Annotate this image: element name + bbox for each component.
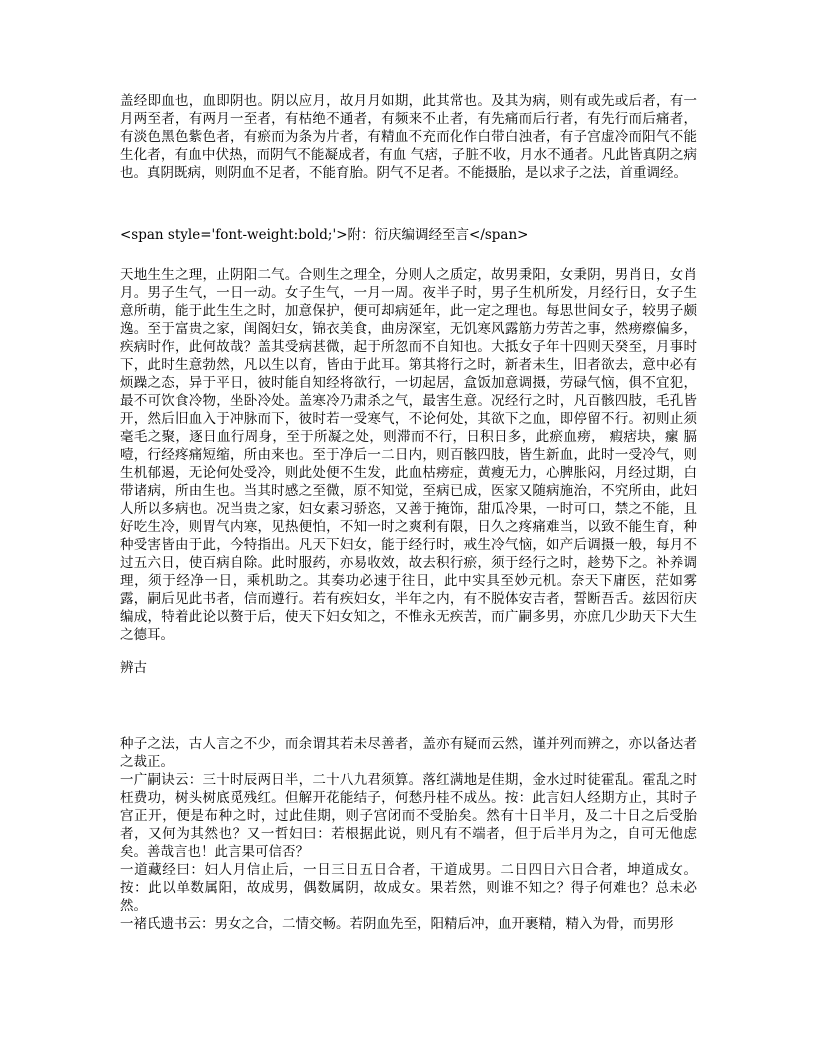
paragraph-jing-intro: 盖经即血也，血即阴也。阴以应月，故月月如期，此其常也。及其为病，则有或先或后者，有一月两至者，有两月一至者，有枯绝不通者，有频来不止者，有先痛而后行者，有先行而后痛者，有淡色黑色紫色者，有瘀而为条为片者，有精血不充而化作白带白浊者，有子宫虚冷而阳气不能生化者，有血中伏热，而阴气不能凝成者，有血 气痞，子脏不收，月水不通者。凡此皆真阴之病也。真阴既病，则阴血不足者，不能育胎。阴气不足者。不能摄胎，是以求子之法，首重调经。 bbox=[120, 93, 697, 181]
list-item-guangsi-jue: 一广嗣诀云：三十时辰两日半，二十八九君须算。落红满地是佳期，金水过时徒霍乱。霍乱之时枉费功，树头树底觅残红。但解开花能结子，何愁丹桂不成丛。按：此言妇人经期方止，其时子宫正开，便是布种之时，过此佳期，则子宫闭而不受胎矣。然有十日半月，及二十日之后受胎者，又何为其然也？又一哲妇曰：若根据此说，则凡有不端者，但于后半月为之，自可无他虑矣。善哉言也！此言果可信否？ bbox=[120, 772, 697, 860]
list-item-daozang-jing: 一道藏经曰：妇人月信止后，一日三日五日合者，干道成男。二日四日六日合者，坤道成女。按：此以单数属阳，故成男，偶数属阴，故成女。果若然，则谁不知之？得子何难也？总未必然。 bbox=[120, 862, 697, 914]
literal-span-tag-line: <span style='font-weight:bold;'>附：衍庆编调经至言</span> bbox=[120, 227, 529, 243]
list-item-chushi-yishu: 一褚氏遗书云：男女之合，二情交畅。若阴血先至，阳精后冲，血开裹精，精入为骨，而男形 bbox=[120, 916, 674, 932]
paragraph-tiaojing-zhiyan: 天地生生之理，止阴阳二气。合则生之理全，分则人之质定，故男秉阳，女秉阴，男肖日，女肖月。男子生气，一日一动。女子生气，一月一周。夜半子时，男子生机所发，月经行日，女子生意所萌，能于此生生之时，加意保护，便可却病延年，此一定之理也。每思世间女子，较男子颇逸。至于富贵之家，闺阁妇女，锦衣美食，曲房深室，无饥寒风露筋力劳苦之事，然痨瘵偏多，疾病时作，此何故哉？盖其受病甚微，起于所忽而不自知也。大抵女子年十四则天癸至，月事时下，此时生意勃然，凡以生以育，皆由于此耳。第其将行之时，新者未生，旧者欲去，意中必有烦躁之态，异于平日，彼时能自知经将欲行，一切起居，盒饭加意调摄，劳碌气恼，俱不宜犯，最不可饮食冷物，坐卧冷处。盖寒冷乃肃杀之气，最害生意。况经行之时，凡百骸四肢，毛孔皆开，然后旧血入于冲脉而下，彼时若一受寒气，不论何处，其欲下之血，即停留不行。初则止须毫毛之聚，逐日血行周身，至于所凝之处，则滞而不行，日积日多，此瘀血痨， 瘕痞块，瘰 膈噎，行经疼痛短缩，所由来也。至于净后一二日内，则百骸四肢，皆生新血，此时一受冷气，则生机郁遏，无论何处受冷，则此处便不生发，此血枯痨症，黄瘦无力，心脾胀闷，月经过期，白带诸病，所由生也。当其时感之至微，原不知觉，至病已成，医家又随病施治，不究所由，此妇人所以多病也。况当贵之家，妇女素习骄恣，又善于掩饰，甜瓜冷果，一时可口，禁之不能，且好吃生冷，则胃气内寒，见热便怕，不知一时之爽利有限，日久之疼痛难当，以致不能生育，种种受害皆由于此，今特指出。凡天下妇女，能于经行时，戒生冷气恼，如产后调摄一般，每月不过五六日，使百病自除。此时服药，亦易收效，故去积行瘀，须于经行之时，趁势下之。补养调理，须于经净一日，乘机助之。其奏功必速于往日，此中实具至妙元机。奈天下庸医，茫如雾露，嗣后见此书者，信而遵行。若有疾妇女，半年之内，有不脱体安吉者，誓断吾舌。兹因衍庆编成，特着此论以赘于后，使天下妇女知之，不惟永无疾苦，而广嗣多男，亦庶几少助天下大生之德耳。 bbox=[120, 267, 697, 643]
section-heading-biangu: 辨古 bbox=[120, 660, 147, 676]
paragraph-zhongzi-intro: 种子之法，古人言之不少，而余谓其若未尽善者，盖亦有疑而云然，谨并列而辨之，亦以备达者之裁正。 bbox=[120, 736, 697, 770]
